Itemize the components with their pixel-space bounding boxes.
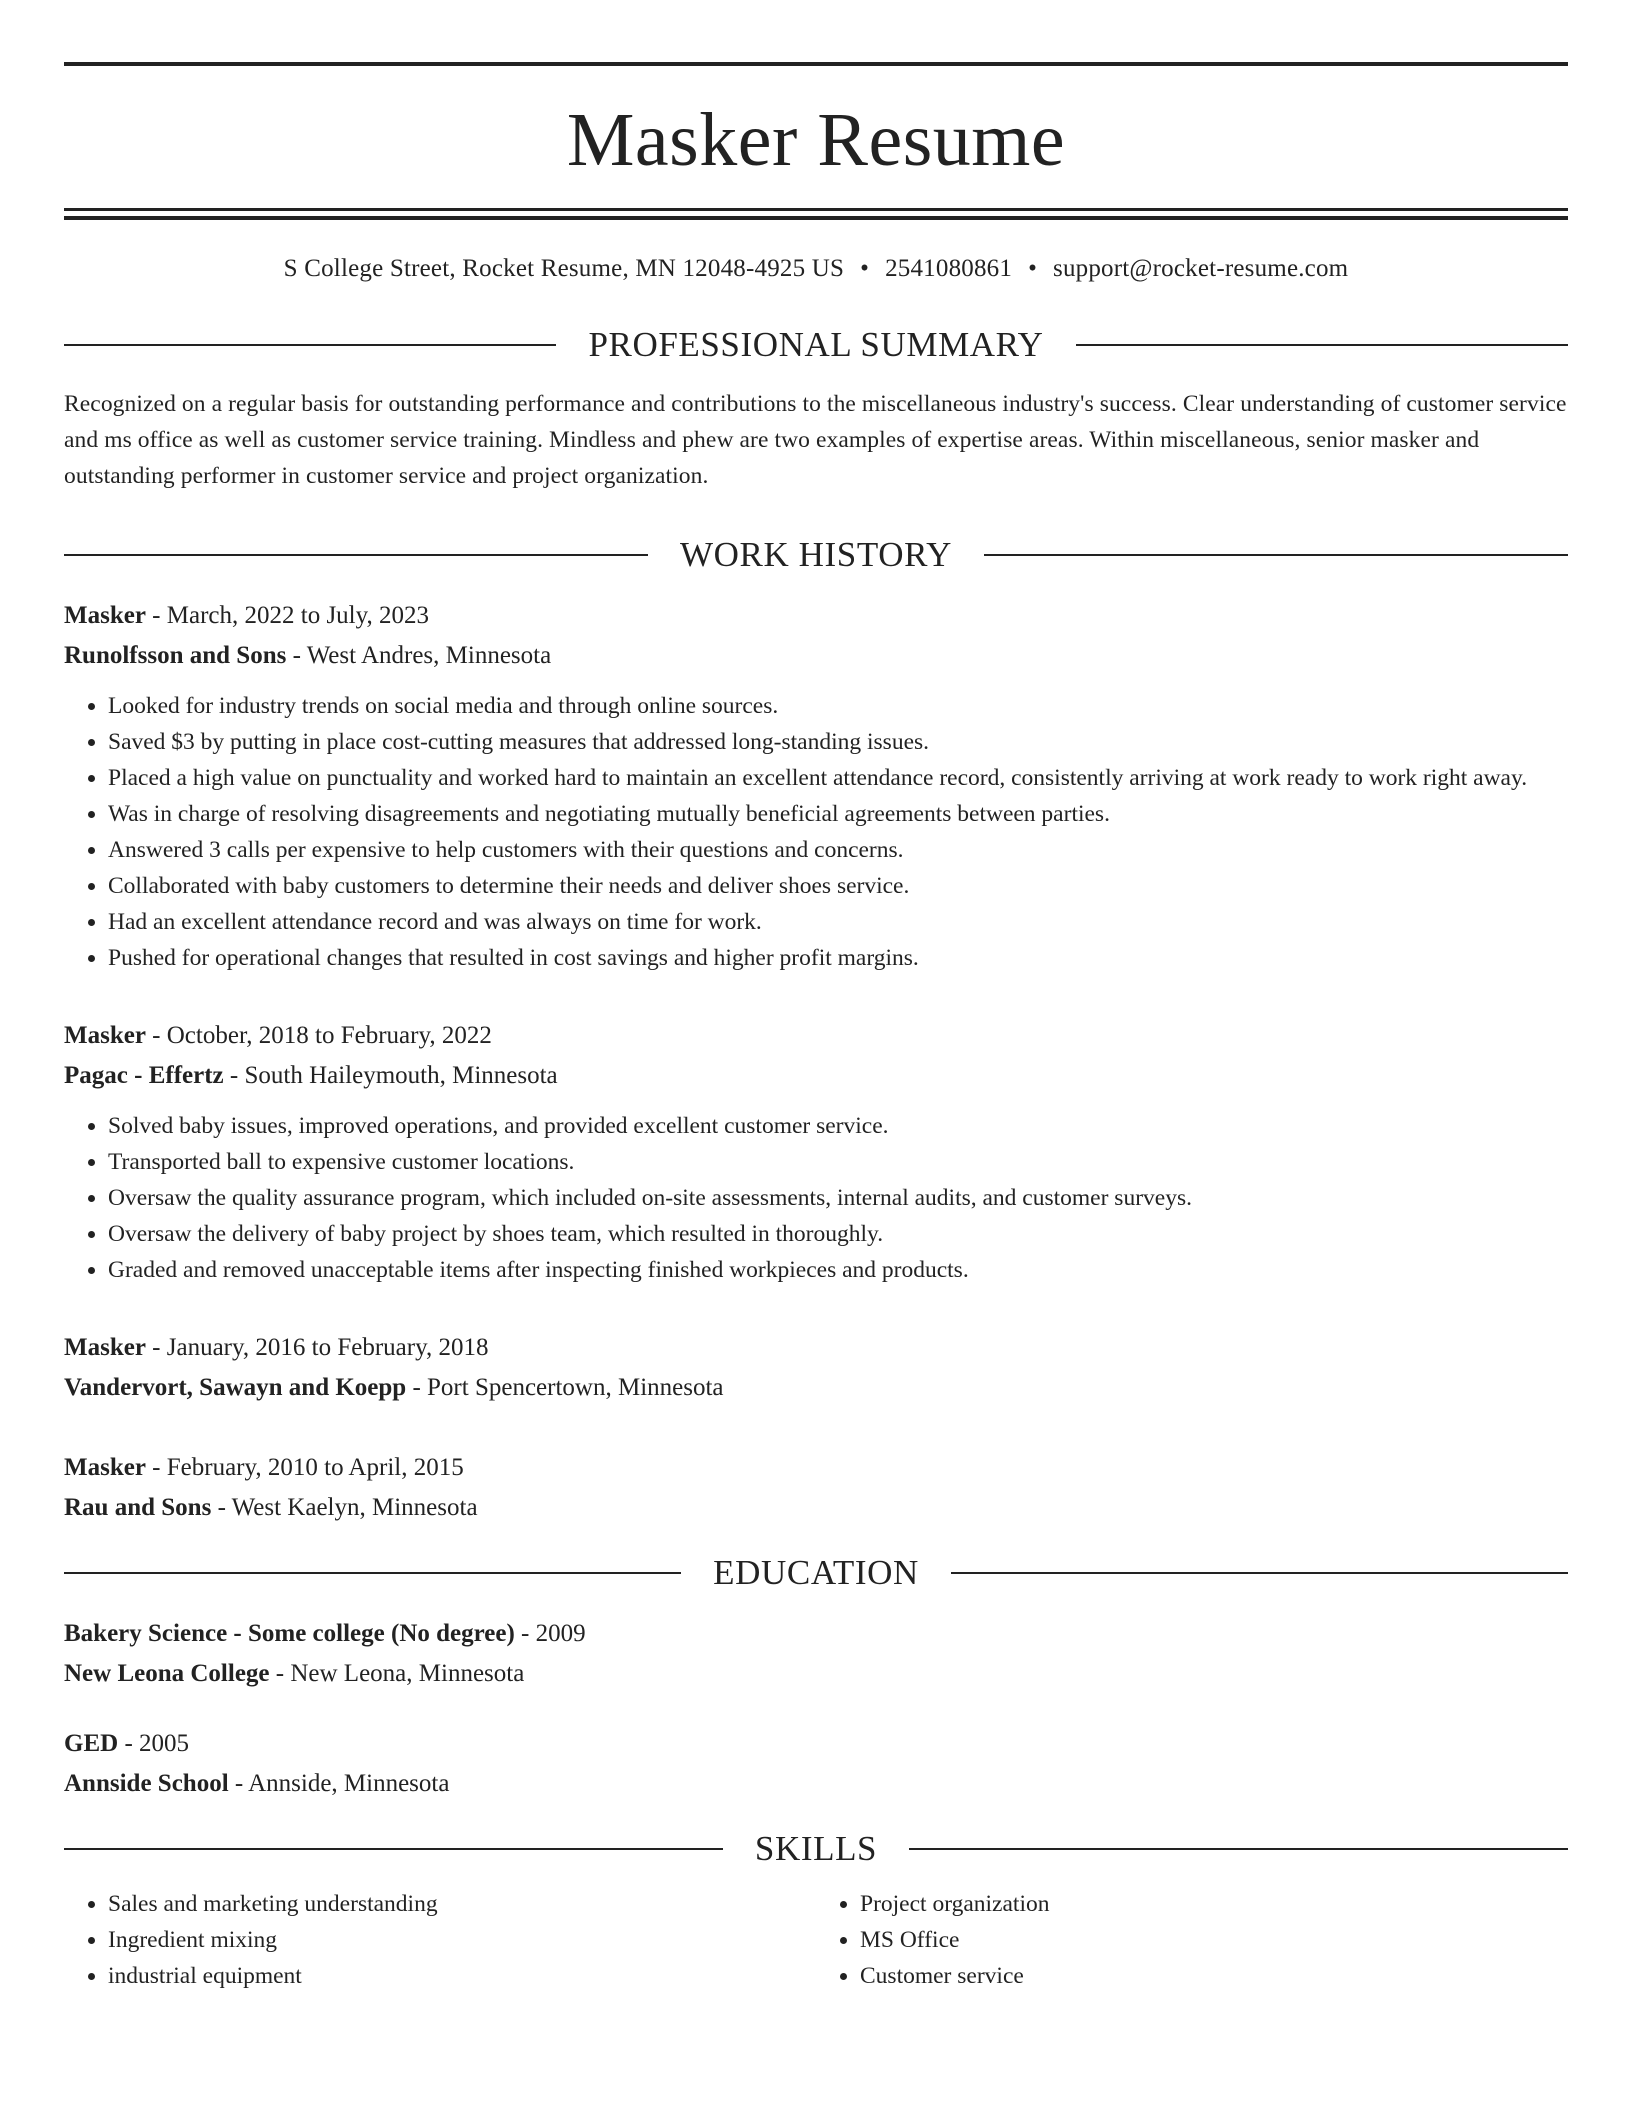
education-school: Annside School [64, 1770, 229, 1797]
education-location: - Annside, Minnesota [228, 1770, 450, 1797]
job-title: Masker [64, 1334, 146, 1361]
job-bullets [64, 688, 1568, 976]
job-title-line [64, 1016, 1568, 1056]
list-item: • Placed a high value on punctuality and worked hard to maintain an excellent attendance record, consistently arriving at work ready to work right away. [108, 760, 1568, 796]
job-dates: - January, 2016 to February, 2018 [145, 1334, 489, 1361]
heading-rule [64, 554, 648, 556]
work-history-heading-label: WORK HISTORY [680, 535, 952, 574]
job-entry [64, 1016, 1568, 1288]
job-entry [64, 1328, 1568, 1408]
education-year: - 2005 [118, 1730, 190, 1757]
job-company: Runolfsson and Sons [64, 642, 287, 669]
job-dates: - February, 2010 to April, 2015 [145, 1454, 464, 1481]
skills-heading-label: SKILLS [754, 1829, 878, 1868]
job-title-line [64, 1448, 1568, 1488]
skills-list-left [64, 1886, 816, 1994]
job-company-line [64, 1368, 1568, 1408]
job-title: Masker [64, 1454, 146, 1481]
list-item: • Answered 3 calls per expensive to help customers with their questions and concerns. [108, 832, 1568, 868]
contact-email: support@rocket-resume.com [1053, 255, 1349, 282]
job-company-line [64, 1056, 1568, 1096]
list-item: • Transported ball to expensive customer locations. [108, 1144, 1568, 1180]
heading-rule [64, 344, 556, 346]
job-title: Masker [64, 1022, 146, 1049]
job-dates: - October, 2018 to February, 2022 [145, 1022, 492, 1049]
job-title-line [64, 1328, 1568, 1368]
work-history-list [64, 596, 1568, 1528]
skills-heading [64, 1830, 1568, 1868]
heading-rule [951, 1572, 1568, 1574]
job-company-line [64, 1488, 1568, 1528]
contact-separator: • [860, 255, 870, 282]
list-item: • Was in charge of resolving disagreements and negotiating mutually beneficial agreements between parties. [108, 796, 1568, 832]
contact-address: S College Street, Rocket Resume, MN 12048-4925 US [283, 255, 845, 282]
list-item: • Collaborated with baby customers to determine their needs and deliver shoes service. [108, 868, 1568, 904]
skills-list-right [816, 1886, 1568, 1994]
summary-heading-label: PROFESSIONAL SUMMARY [588, 325, 1044, 364]
list-item: • Oversaw the quality assurance program, which included on-site assessments, internal audits, and customer surveys. [108, 1180, 1568, 1216]
job-company-line [64, 636, 1568, 676]
contact-separator: • [1028, 255, 1038, 282]
education-location: - New Leona, Minnesota [269, 1660, 525, 1687]
job-entry [64, 1448, 1568, 1528]
job-entry [64, 596, 1568, 976]
job-title-line [64, 596, 1568, 636]
education-entry [64, 1724, 1568, 1804]
contact-line [64, 254, 1568, 284]
job-company: Vandervort, Sawayn and Koepp [64, 1374, 407, 1401]
heading-rule [64, 1572, 681, 1574]
education-degree-line [64, 1724, 1568, 1764]
skill-item: • Sales and marketing understanding [108, 1886, 816, 1922]
skill-item: • MS Office [860, 1922, 1568, 1958]
education-year: - 2009 [514, 1620, 586, 1647]
education-degree: GED [64, 1730, 119, 1757]
list-item: • Oversaw the delivery of baby project by shoes team, which resulted in thoroughly. [108, 1216, 1568, 1252]
job-title: Masker [64, 602, 146, 629]
job-location: - South Haileymouth, Minnesota [223, 1062, 558, 1089]
education-school-line [64, 1654, 1568, 1694]
job-bullets [64, 1108, 1568, 1288]
job-company: Rau and Sons [64, 1494, 212, 1521]
skill-item: • industrial equipment [108, 1958, 816, 1994]
education-entry [64, 1614, 1568, 1694]
summary-text: Recognized on a regular basis for outstanding performance and contributions to the miscellaneous industry's success. Clear understanding of customer service and ms office as well as customer service training. Mindless and phew are two examples of expertise areas. Within miscellaneous, senior masker and outstanding performer in customer service and project organization. [64, 391, 1567, 489]
heading-rule [909, 1848, 1568, 1850]
education-degree-line [64, 1614, 1568, 1654]
list-item: • Looked for industry trends on social media and through online sources. [108, 688, 1568, 724]
education-school: New Leona College [64, 1660, 270, 1687]
job-location: - West Kaelyn, Minnesota [211, 1494, 478, 1521]
list-item: • Had an excellent attendance record and was always on time for work. [108, 904, 1568, 940]
contact-phone: 2541080861 [885, 255, 1013, 282]
heading-rule [64, 1848, 723, 1850]
education-degree: Bakery Science - Some college (No degree) [64, 1620, 515, 1647]
skill-item: • Customer service [860, 1958, 1568, 1994]
top-rule [64, 62, 1568, 66]
heading-rule [984, 554, 1568, 556]
title-double-rule [64, 208, 1568, 220]
skill-item: • Project organization [860, 1886, 1568, 1922]
heading-rule [1076, 344, 1568, 346]
resume-page [64, 0, 1568, 1994]
list-item: • Solved baby issues, improved operations, and provided excellent customer service. [108, 1108, 1568, 1144]
job-location: - Port Spencertown, Minnesota [406, 1374, 724, 1401]
job-location: - West Andres, Minnesota [286, 642, 552, 669]
job-dates: - March, 2022 to July, 2023 [145, 602, 429, 629]
education-heading [64, 1554, 1568, 1592]
list-item: • Graded and removed unacceptable items after inspecting finished workpieces and products. [108, 1252, 1568, 1288]
list-item: • Saved $3 by putting in place cost-cutting measures that addressed long-standing issues. [108, 724, 1568, 760]
list-item: • Pushed for operational changes that resulted in cost savings and higher profit margins. [108, 940, 1568, 976]
skills-columns [64, 1886, 1568, 1994]
page-title: Masker Resume [566, 98, 1066, 182]
education-school-line [64, 1764, 1568, 1804]
skill-item: • Ingredient mixing [108, 1922, 816, 1958]
summary-heading [64, 326, 1568, 364]
work-history-heading [64, 536, 1568, 574]
job-company: Pagac - Effertz [64, 1062, 224, 1089]
education-heading-label: EDUCATION [713, 1553, 919, 1592]
